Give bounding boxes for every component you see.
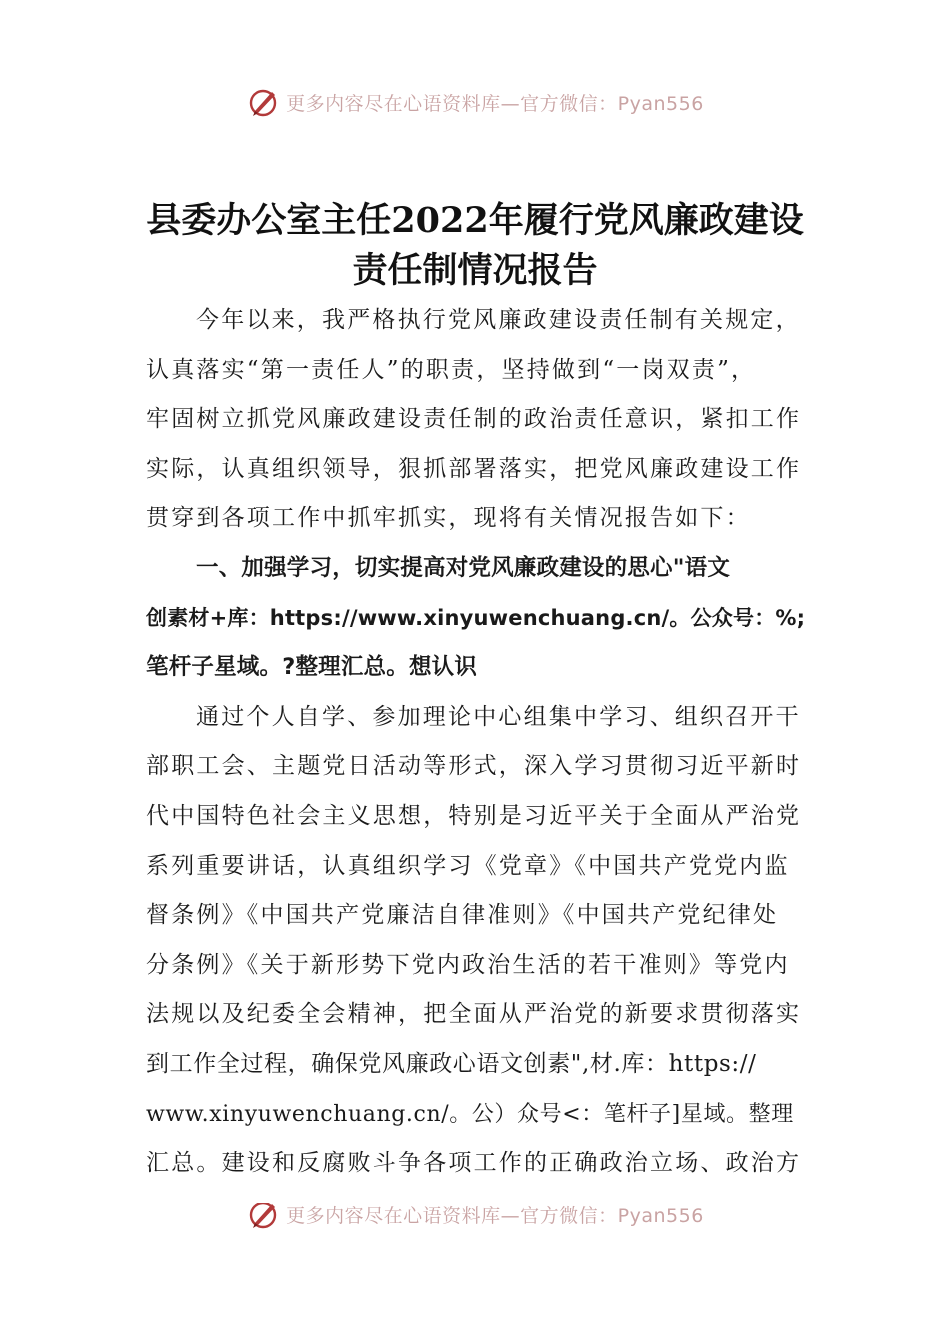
document-title [120, 196, 830, 296]
paragraph-line: 系列重要讲话，认真组织学习《党章》《中国共产党党内监 [146, 852, 790, 879]
section-heading-line: 笔杆子星域。?整理汇总。想认识 [146, 654, 478, 681]
paragraph-line: 今年以来，我严格执行党风廉政建设责任制有关规定， [196, 307, 801, 333]
paragraph-line: 法规以及纪委全会精神，把全面从严治党的新要求贯彻落实 [146, 1001, 802, 1028]
footer-watermark-banner [0, 1203, 950, 1239]
paragraph-line: 到工作全过程，确保党风廉政心语文创素",材.库：https:// [146, 1050, 757, 1077]
paragraph-line: 部职工会、主题党日活动等形式，深入学习贯彻习近平新时 [146, 753, 802, 780]
paragraph-line: 牢固树立抓党风廉政建设责任制的政治责任意识，紧扣工作 [146, 406, 802, 433]
section-heading-line: 一、加强学习，切实提高对党风廉政建设的思心"语文 [196, 554, 731, 581]
paragraph-line: 贯穿到各项工作中抓牢抓实，现将有关情况报告如下： [146, 505, 751, 532]
pen-logo-icon [246, 1203, 280, 1231]
title-line: 县委办公室主任2022年履行党风廉政建设 [146, 200, 804, 241]
paragraph-line: www.xinyuwenchuang.cn/。公）众号<：笔杆子]星域。整理 [146, 1101, 794, 1127]
paragraph-line: 督条例》《中国共产党廉洁自律准则》《中国共产党纪律处 [146, 902, 779, 929]
section-heading-line: 创素材+库：https://www.xinyuwenchuang.cn/。公众号：%; [146, 605, 806, 630]
title-line: 责任制情况报告 [352, 250, 598, 291]
banner-text: 更多内容尽在心语资料库—官方微信：Pyan556 [286, 1204, 704, 1227]
header-watermark-banner [0, 82, 950, 122]
paragraph-line: 实际，认真组织领导，狠抓部署落实，把党风廉政建设工作 [146, 455, 802, 482]
paragraph-line: 代中国特色社会主义思想，特别是习近平关于全面从严治党 [146, 802, 802, 829]
paragraph-line: 分条例》《关于新形势下党内政治生活的若干准则》等党内 [146, 951, 790, 978]
paragraph-line: 认真落实“第一责任人”的职责，坚持做到“一岗双责”， [146, 356, 757, 383]
pen-logo-icon [246, 85, 280, 119]
document-body [146, 296, 806, 1189]
banner-text: 更多内容尽在心语资料库—官方微信：Pyan556 [286, 92, 704, 115]
paragraph-line: 汇总。建设和反腐败斗争各项工作的正确政治立场、政治方 [146, 1150, 802, 1177]
paragraph-line: 通过个人自学、参加理论中心组集中学习、组织召开干 [196, 703, 801, 730]
